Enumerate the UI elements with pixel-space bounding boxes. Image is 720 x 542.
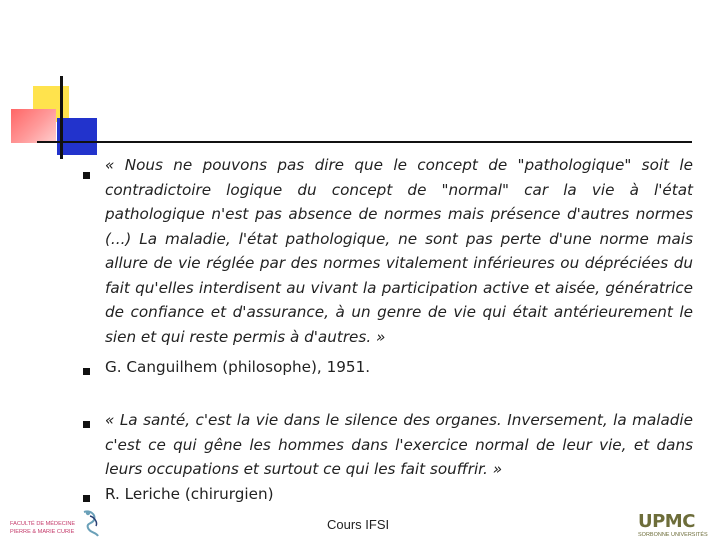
bullet-1	[83, 172, 90, 179]
faculty-logo	[10, 508, 106, 538]
faculty-emblem-icon	[10, 508, 106, 538]
footer-course-label: Cours IFSI	[327, 517, 390, 532]
svg-text:PIERRE & MARIE CURIE: PIERRE & MARIE CURIE	[10, 529, 75, 535]
svg-text:FACULTÉ DE MÉDECINE: FACULTÉ DE MÉDECINE	[10, 521, 76, 527]
decor-horizontal-line	[37, 141, 692, 143]
bullet-4	[83, 495, 90, 502]
leriche-quote: « La santé, c'est la vie dans le silence des organes. Inversement, la maladie c'est ce qui gêne les hommes dans l'exercice normal de leur vie, et dans leurs occupations et surtout ce qui les fait souffrir. »	[105, 411, 693, 478]
upmc-logo	[636, 508, 714, 538]
decor-red-square	[11, 109, 56, 143]
bullet-3	[83, 421, 90, 428]
svg-text:SORBONNE UNIVERSITÉS: SORBONNE UNIVERSITÉS	[638, 532, 708, 538]
canguilhem-attribution: G. Canguilhem (philosophe), 1951.	[105, 358, 371, 376]
svg-text:UPMC: UPMC	[638, 511, 695, 532]
decor-vertical-line	[60, 76, 63, 159]
decor-blue-square	[57, 118, 97, 155]
canguilhem-quote: « Nous ne pouvons pas dire que le concept de "pathologique" soit le contradictoire logique du concept de "normal" car la vie à l'état pathologique n'est pas absence de normes mais présence d'autres normes (...) La maladie, l'état pathologique, ne sont pas perte d'une norme mais allure de vie réglée par des normes vitalement inférieures ou dépréciées du fait qu'elles interdisent au vivant la participation active et aisée, génératrice de confiance et d'assurance, à un genre de vie qui était antérieurement le sien et qui reste permis à d'autres. »	[105, 156, 693, 346]
leriche-attribution: R. Leriche (chirurgien)	[105, 485, 274, 503]
bullet-2	[83, 368, 90, 375]
